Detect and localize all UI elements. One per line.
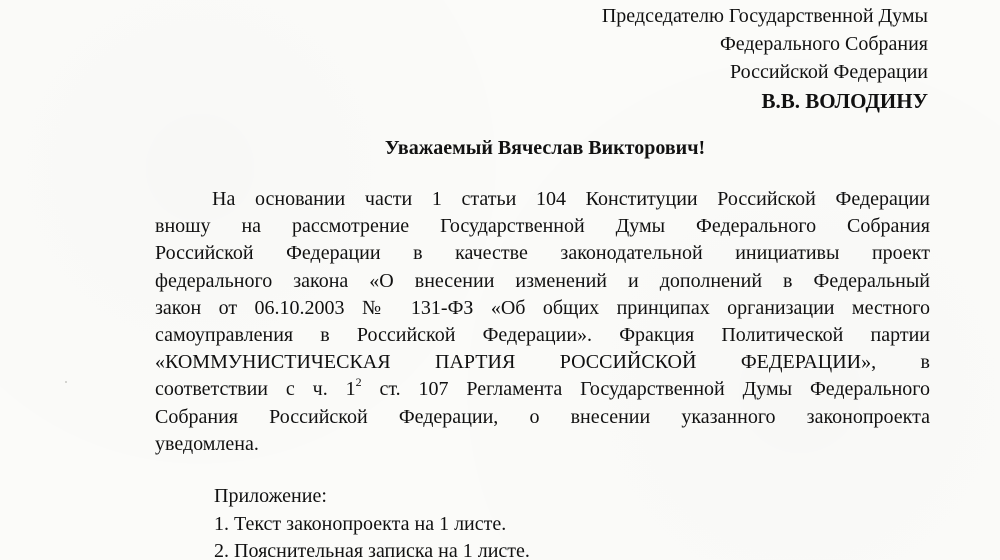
scan-speck bbox=[65, 381, 67, 383]
body-line-8 bbox=[155, 376, 930, 403]
body-line-10: уведомлена. bbox=[155, 432, 259, 455]
addressee-name: В.В. ВОЛОДИНУ bbox=[761, 89, 928, 113]
attachment-item-2: 2. Пояснительная записка на 1 листе. bbox=[214, 540, 530, 560]
attachments-heading: Приложение: bbox=[214, 485, 327, 507]
attachments-block bbox=[214, 483, 530, 560]
salutation: Уважаемый Вячеслав Викторович! bbox=[384, 137, 706, 159]
attachment-item-1: 1. Текст законопроекта на 1 листе. bbox=[214, 512, 507, 535]
body-line-3: Российской Федерации в качестве законодательной инициативы проект bbox=[155, 242, 930, 265]
addressee-block bbox=[602, 2, 928, 116]
addressee-line-2: Федерального Собрания bbox=[719, 33, 928, 55]
body-line-7: «КОММУНИСТИЧЕСКАЯ ПАРТИЯ РОССИЙСКОЙ ФЕДЕРАЦИИ», в bbox=[155, 351, 930, 374]
letter-body bbox=[155, 186, 930, 458]
body-line-9: Собрания Российской Федерации, о внесении указанного законопроекта bbox=[155, 405, 930, 428]
body-line-8-start: соответствии с ч. 1 bbox=[155, 378, 356, 401]
body-line-5: закон от 06.10.2003 № 131-ФЗ «Об общих принципах организации местного bbox=[155, 296, 930, 319]
addressee-line-1: Председателю Государственной Думы bbox=[601, 5, 928, 27]
body-line-8-end: ст. 107 Регламента Государственной Думы Федерального bbox=[361, 378, 930, 401]
body-line-1: На основании части 1 статьи 104 Конституции Российской Федерации bbox=[212, 188, 930, 210]
body-line-2: вношу на рассмотрение Государственной Думы Федерального Собрания bbox=[155, 215, 930, 238]
body-line-6: самоуправления в Российской Федерации». Фракция Политической партии bbox=[155, 323, 930, 346]
body-line-8-superscript: 2 bbox=[355, 374, 362, 389]
body-line-4: федерального закона «О внесении изменений и дополнений в Федеральный bbox=[155, 269, 930, 292]
addressee-line-3: Российской Федерации bbox=[729, 61, 928, 83]
